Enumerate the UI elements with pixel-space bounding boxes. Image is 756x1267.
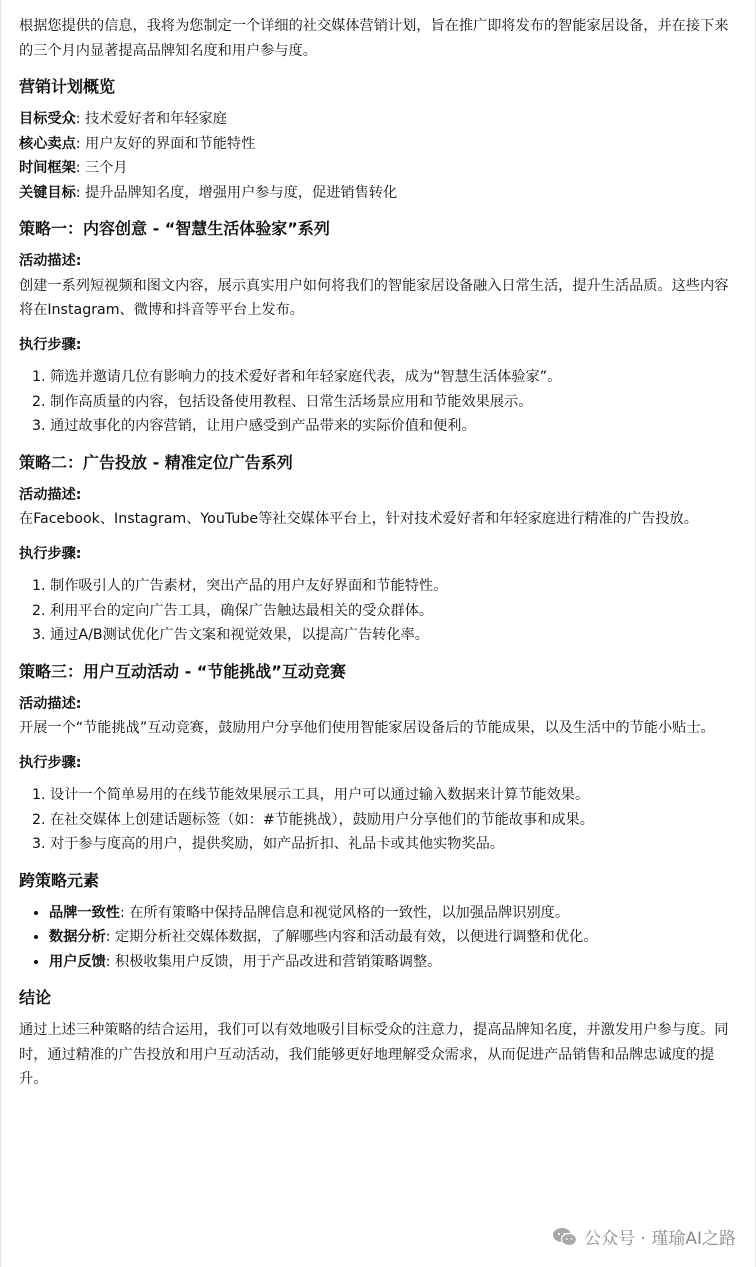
cross-item-label: 用户反馈 [49,953,106,970]
overview-item-label: 关键目标 [19,184,76,201]
overview-item [19,132,737,157]
step-item: 1. 设计一个简单易用的在线节能效果展示工具，用户可以通过输入数据来计算节能效果。 [50,783,737,808]
overview-item-label: 目标受众 [19,111,76,127]
steps-label: 执行步骤: [19,336,82,353]
cross-item-value: : 在所有策略中保持品牌信息和视觉风格的一致性，以加强品牌识别度。 [119,904,570,921]
cross-item-value: : 定期分析社交媒体数据，了解哪些内容和活动最有效，以便进行调整和优化。 [105,929,598,945]
desc-text: 在Facebook、Instagram、YouTube等社交媒体平台上，针对技术爱好者和年轻家庭进行精准的广告投放。 [19,511,698,527]
cross-list [19,901,737,975]
cross-item-label: 数据分析 [49,929,106,945]
watermark [552,1224,736,1249]
overview-item-value: : 三个月 [75,160,128,176]
cross-item-value: : 积极收集用户反馈，用于产品改进和营销策略调整。 [105,953,442,970]
desc-text: 开展一个“节能挑战”互动竞赛，鼓励用户分享他们使用智能家居设备后的节能成果，以及生活中的节能小贴士。 [19,720,715,736]
step-item: 2. 制作高质量的内容，包括设备使用教程、日常生活场景应用和节能效果展示。 [50,390,737,415]
desc-text: 创建一系列短视频和图文内容，展示真实用户如何将我们的智能家居设备融入日常生活，提升生活品质。这些内容将在Instagram、微博和抖音等平台上发布。 [19,277,729,318]
cross-item [49,925,737,950]
desc-label: 活动描述: [19,253,82,269]
cross-item-label: 品牌一致性 [49,904,120,921]
strategy-heading: 策略二：广告投放 - 精准定位广告系列 [19,452,293,472]
steps-label: 执行步骤: [19,754,82,771]
overview-item [19,156,737,181]
step-item: 3. 对于参与度高的用户，提供奖励，如产品折扣、礼品卡或其他实物奖品。 [50,832,737,857]
steps-list [19,783,737,857]
step-item: 3. 通过A/B测试优化广告文案和视觉效果，以提高广告转化率。 [50,623,737,648]
overview-item-value: : 技术爱好者和年轻家庭 [75,111,227,127]
overview-item-value: : 提升品牌知名度，增强用户参与度，促进销售转化 [75,184,398,201]
steps-list [19,574,737,648]
wechat-icon [552,1227,578,1247]
overview-item-label: 核心卖点 [19,135,76,152]
conclusion-text: 通过上述三种策略的结合运用，我们可以有效地吸引目标受众的注意力，提高品牌知名度，并激发用户参与度。同时，通过精准的广告投放和用户互动活动，我们能够更好地理解受众需求，从而促进产品销售和品牌忠诚度的提升。 [19,1022,729,1087]
step-item: 2. 利用平台的定向广告工具，确保广告触达最相关的受众群体。 [50,599,737,624]
step-item: 2. 在社交媒体上创建话题标签（如：#节能挑战），鼓励用户分享他们的节能故事和成果。 [50,808,737,833]
steps-list [19,365,737,439]
cross-item [49,901,737,926]
cross-item [49,950,737,975]
overview-heading: 营销计划概览 [19,77,116,96]
intro-paragraph: 根据您提供的信息，我将为您制定一个详细的社交媒体营销计划，旨在推广即将发布的智能家居设备，并在接下来的三个月内显著提高品牌知名度和用户参与度。 [19,18,729,59]
overview-item [19,181,737,206]
strategy-heading: 策略三：用户互动活动 - “节能挑战”互动竞赛 [19,661,346,681]
step-item: 1. 筛选并邀请几位有影响力的技术爱好者和年轻家庭代表，成为“智慧生活体验家”。 [50,365,737,390]
overview-item-value: : 用户友好的界面和节能特性 [75,135,256,152]
step-item: 1. 制作吸引人的广告素材，突出产品的用户友好界面和节能特性。 [50,574,737,599]
step-item: 3. 通过故事化的内容营销，让用户感受到产品带来的实际价值和便利。 [50,414,737,439]
watermark-text: 公众号 · 瑾瑜AI之路 [584,1229,736,1249]
overview-item-label: 时间框架 [19,160,76,176]
conclusion-heading: 结论 [19,988,52,1007]
steps-label: 执行步骤: [19,545,82,562]
desc-label: 活动描述: [19,486,82,503]
overview-item [19,107,737,132]
strategy-heading: 策略一：内容创意 - “智慧生活体验家”系列 [19,219,330,238]
cross-heading: 跨策略元素 [19,870,100,890]
desc-label: 活动描述: [19,695,82,712]
